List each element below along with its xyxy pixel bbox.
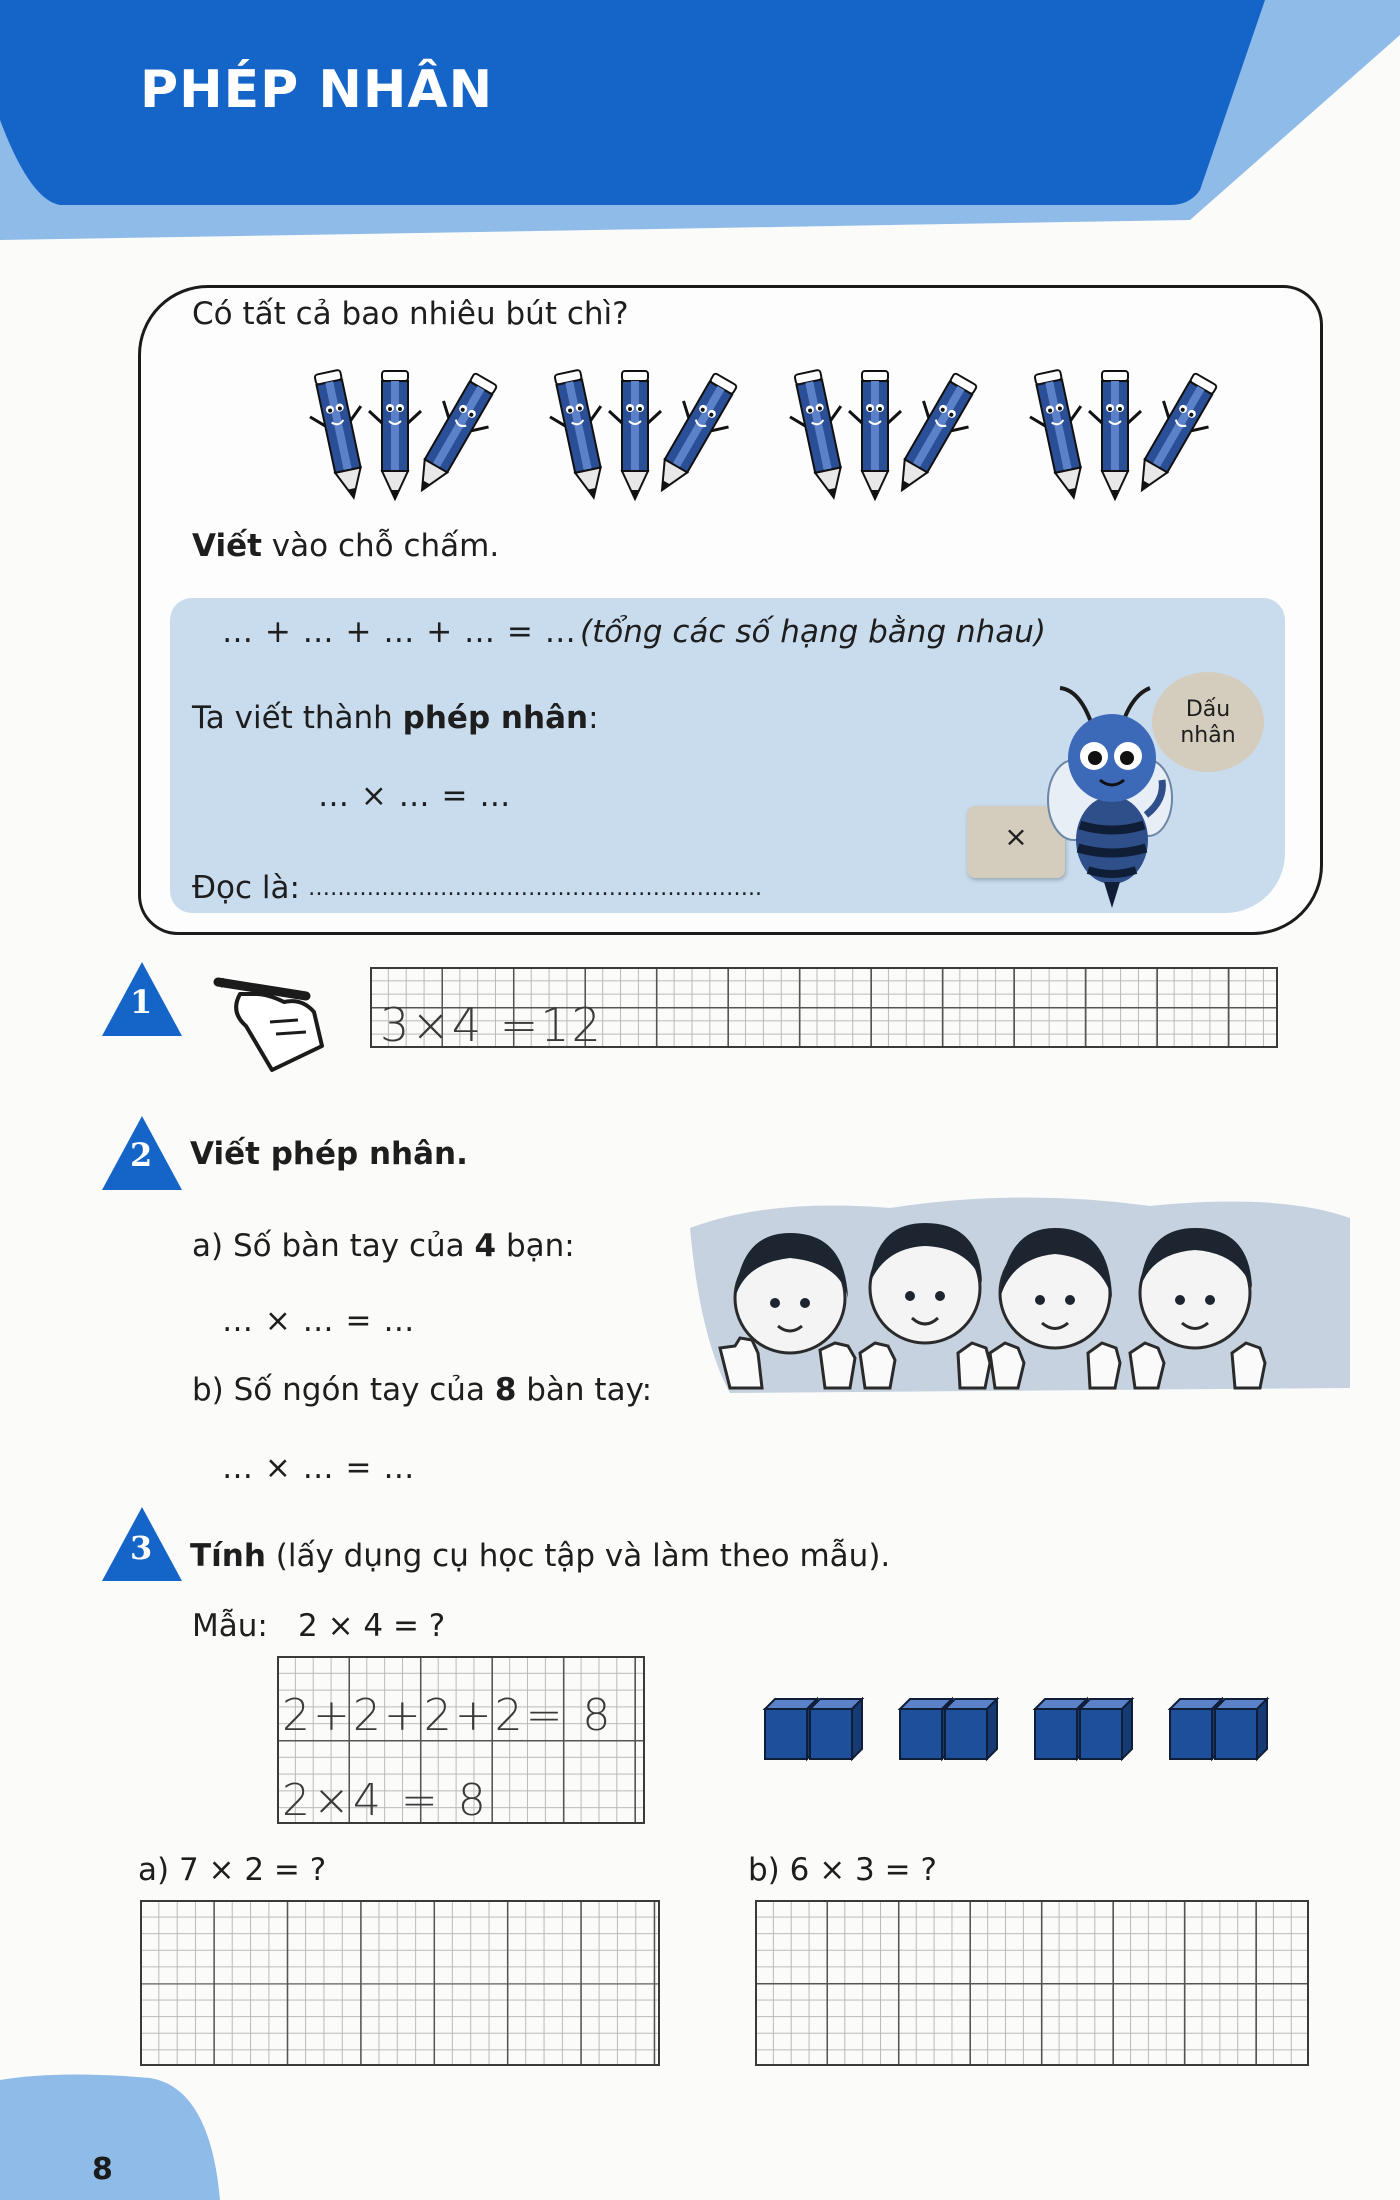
pencil-group	[782, 366, 989, 503]
cube-block-icon	[1215, 1699, 1267, 1759]
sum-note: (tổng các số hạng bằng nhau)	[580, 614, 1047, 650]
read-label: Đọc là:	[192, 870, 300, 906]
sample-row-2: 2×4 = 8	[282, 1775, 489, 1826]
pencil-icon	[302, 367, 379, 503]
intro-question: Có tất cả bao nhiêu bút chì?	[192, 296, 629, 332]
pencil-icon	[542, 367, 619, 503]
ex3-title-rest: (lấy dụng cụ học tập và làm theo mẫu).	[265, 1538, 891, 1574]
pencil-icon	[609, 371, 661, 499]
ex2b-suffix: bàn tay:	[516, 1372, 653, 1408]
exercise-3-title	[190, 1538, 890, 1574]
counting-blocks-illustration	[760, 1695, 1300, 1765]
pencil-icon	[1119, 366, 1228, 503]
pencils-illustration	[290, 355, 1250, 515]
pencil-group	[1022, 366, 1229, 503]
sample-label: Mẫu:	[192, 1608, 268, 1644]
exercise-3b-grid	[755, 1900, 1309, 2066]
page-number: 8	[92, 2152, 113, 2187]
intro-instruction	[192, 528, 499, 564]
exercise-3b-label: b) 6 × 3 = ?	[748, 1852, 937, 1888]
cube-block-icon	[945, 1699, 997, 1759]
ex2a-bold: 4	[474, 1228, 497, 1264]
exercise-1-number: 1	[130, 983, 153, 1021]
pencil-icon	[1089, 371, 1141, 499]
page-title: PHÉP NHÂN	[140, 60, 494, 120]
sample-expression: 2 × 4 = ?	[298, 1608, 446, 1644]
instruction-rest: vào chỗ chấm.	[261, 528, 500, 564]
header-banner	[0, 0, 1400, 240]
pencil-icon	[879, 366, 988, 503]
pencil-icon	[399, 366, 508, 503]
exercise-2-title: Viết phép nhân.	[190, 1136, 468, 1172]
read-dots: ……………………………………………………..	[308, 876, 762, 901]
sum-line: … + … + … + … = …	[222, 614, 577, 650]
footer-tab	[0, 2070, 230, 2200]
pencil-icon	[369, 371, 421, 499]
writing-hand-icon	[210, 972, 330, 1077]
write-as-prefix: Ta viết thành	[192, 700, 403, 736]
cube-block-icon	[1080, 1699, 1132, 1759]
write-as-bold: phép nhân	[402, 700, 589, 736]
ex2a-prefix: a) Số bàn tay của	[192, 1228, 475, 1264]
pencil-icon	[639, 366, 748, 503]
pencil-icon	[849, 371, 901, 499]
write-as-suffix: :	[588, 700, 599, 736]
speech-bubble-text: Dấu nhân	[1180, 697, 1236, 748]
ex3-title-bold: Tính	[190, 1538, 266, 1574]
exercise-2b-answer: … × … = …	[222, 1450, 416, 1486]
children-waving-illustration	[690, 1188, 1350, 1413]
exercise-2-number: 2	[130, 1136, 153, 1174]
exercise-3-number: 3	[130, 1529, 153, 1567]
pencil-icon	[1022, 367, 1099, 503]
multiply-sign: ×	[1004, 820, 1028, 853]
pencil-icon	[782, 367, 859, 503]
exercise-1-handwriting: 3×4 =12	[380, 998, 603, 1052]
cube-block-icon	[810, 1699, 862, 1759]
write-as-line	[192, 700, 599, 736]
exercise-3a-grid	[140, 1900, 660, 2066]
pencil-group	[302, 366, 509, 503]
instruction-bold: Viết	[192, 528, 262, 564]
exercise-2a-question	[192, 1228, 575, 1264]
exercise-2b-question	[192, 1372, 652, 1408]
exercise-2a-answer: … × … = …	[222, 1303, 416, 1339]
ex2b-bold: 8	[494, 1372, 517, 1408]
exercise-3a-label: a) 7 × 2 = ?	[138, 1852, 327, 1888]
ex2b-prefix: b) Số ngón tay của	[192, 1372, 495, 1408]
ex2a-suffix: bạn:	[496, 1228, 575, 1264]
pencil-group	[542, 366, 749, 503]
mult-line: … × … = …	[318, 778, 512, 814]
sample-row-1: 2+2+2+2= 8	[282, 1690, 614, 1741]
